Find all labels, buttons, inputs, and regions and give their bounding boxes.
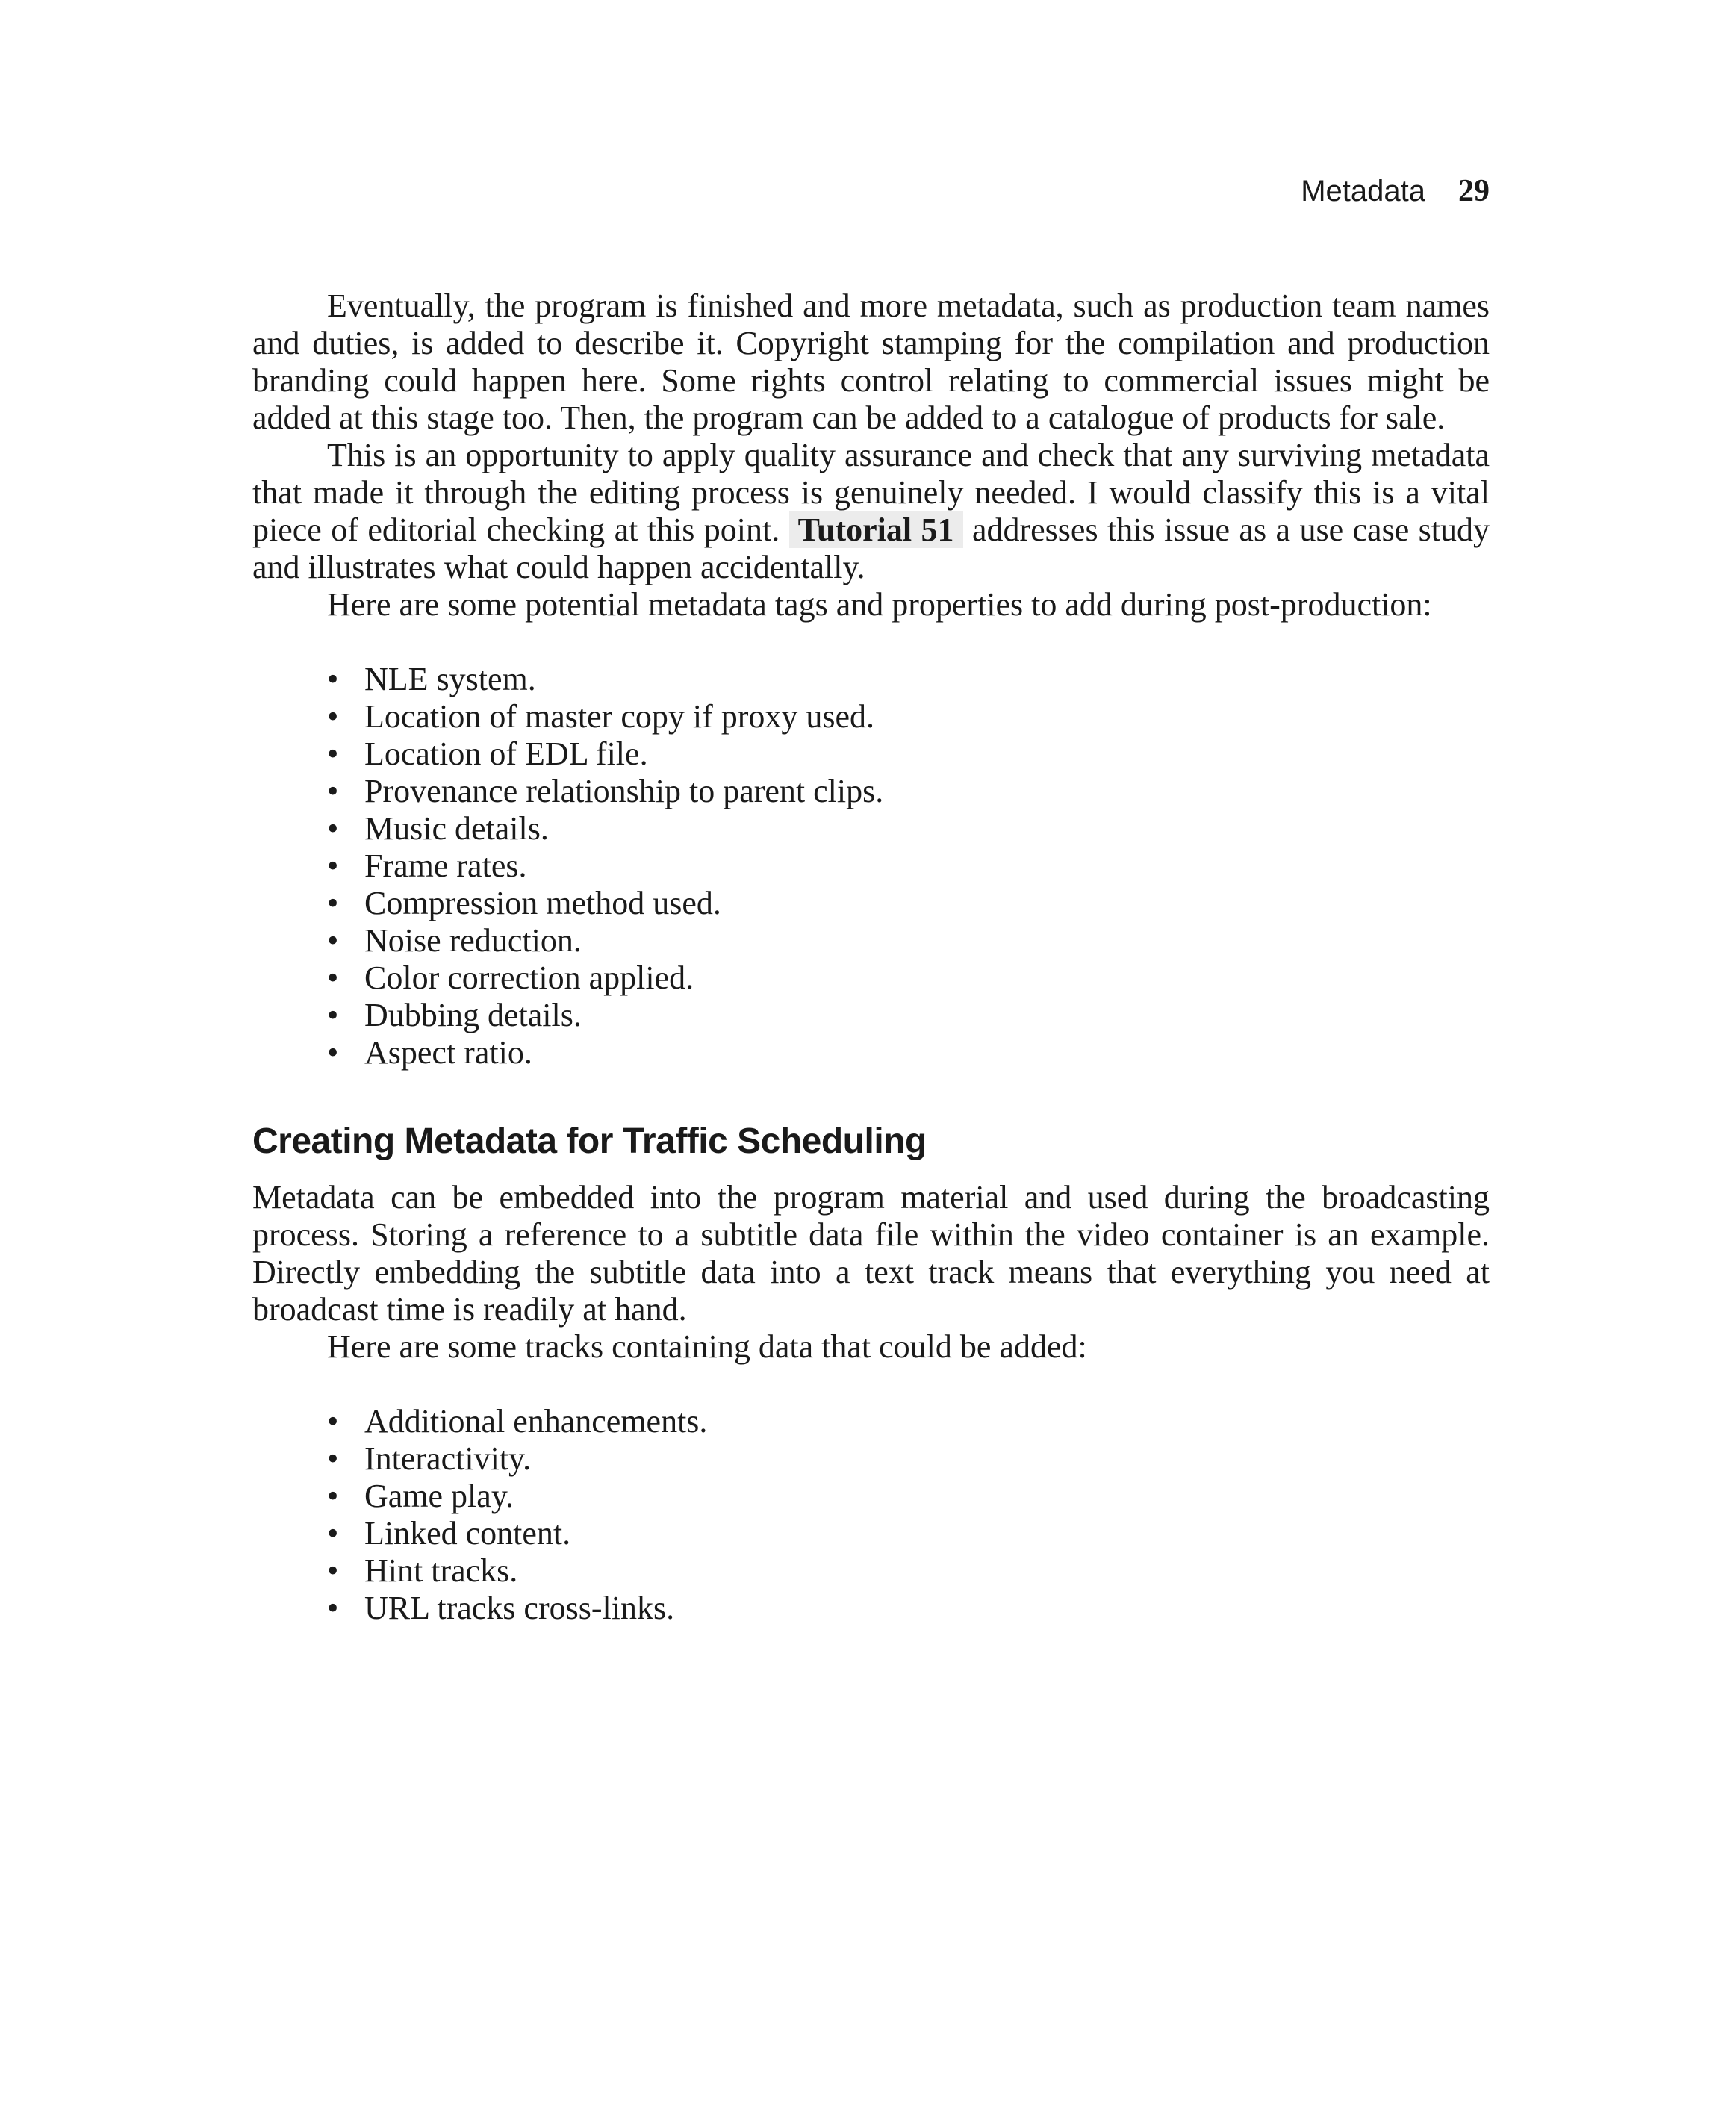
running-header [1301, 170, 1490, 212]
list-item: • Frame rates. [327, 847, 1490, 885]
tutorial-51-link[interactable]: Tutorial 51 [789, 511, 963, 548]
data-tracks-list [252, 1403, 1490, 1627]
paragraph-quality-assurance-continued: addresses this issue as a use case study and illustrates what could happen accidentally. [252, 511, 1490, 585]
list-item: • Music details. [327, 810, 1490, 847]
list-item: • Game play. [327, 1478, 1490, 1515]
list-item: • Additional enhancements. [327, 1403, 1490, 1440]
body-text [252, 287, 1490, 1627]
list-item: • Interactivity. [327, 1440, 1490, 1478]
paragraph-quality-assurance-text: This is an opportunity to apply quality assurance and check that any surviving metadata that made it through the editing process is genuinely needed. I would classify this is a vital piece of editorial checking at this point. [252, 437, 1490, 548]
list-item: • Aspect ratio. [327, 1034, 1490, 1071]
page-number: 29 [1458, 174, 1490, 208]
paragraph-tracks-intro: Here are some tracks containing data that could be added: [327, 1328, 1087, 1365]
paragraph-embedded-metadata: Metadata can be embedded into the program material and used during the broadcasting process. Storing a reference to a subtitle data file within the video container is an example. Directly embedding the subtitle data into a text track means that everything you need at broadcast time is readily at hand. [252, 1179, 1490, 1328]
list-item: • URL tracks cross-links. [327, 1590, 1490, 1627]
list-item: • Location of master copy if proxy used. [327, 698, 1490, 735]
running-header-section-title: Metadata [1301, 175, 1425, 208]
list-item: • Compression method used. [327, 885, 1490, 922]
paragraph-post-production-intro: Here are some potential metadata tags and properties to add during post-production: [327, 586, 1432, 623]
list-item: • Noise reduction. [327, 922, 1490, 959]
list-item: • Hint tracks. [327, 1552, 1490, 1590]
list-item: • NLE system. [327, 661, 1490, 698]
list-item: • Color correction applied. [327, 959, 1490, 997]
list-item: • Linked content. [327, 1515, 1490, 1552]
list-item: • Dubbing details. [327, 997, 1490, 1034]
paragraph-quality-assurance [252, 437, 1490, 586]
post-production-metadata-list [252, 661, 1490, 1071]
paragraph-program-finished: Eventually, the program is finished and more metadata, such as production team names and duties, is added to describe it. Copyright stamping for the compilation and production branding could happen here. Some rights control relating to commercial issues might be added at this stage too. Then, the program can be added to a catalogue of products for sale. [252, 287, 1490, 436]
section-heading-traffic-scheduling: Creating Metadata for Traffic Scheduling [252, 1121, 927, 1161]
list-item: • Provenance relationship to parent clips. [327, 773, 1490, 810]
list-item: • Location of EDL file. [327, 735, 1490, 773]
